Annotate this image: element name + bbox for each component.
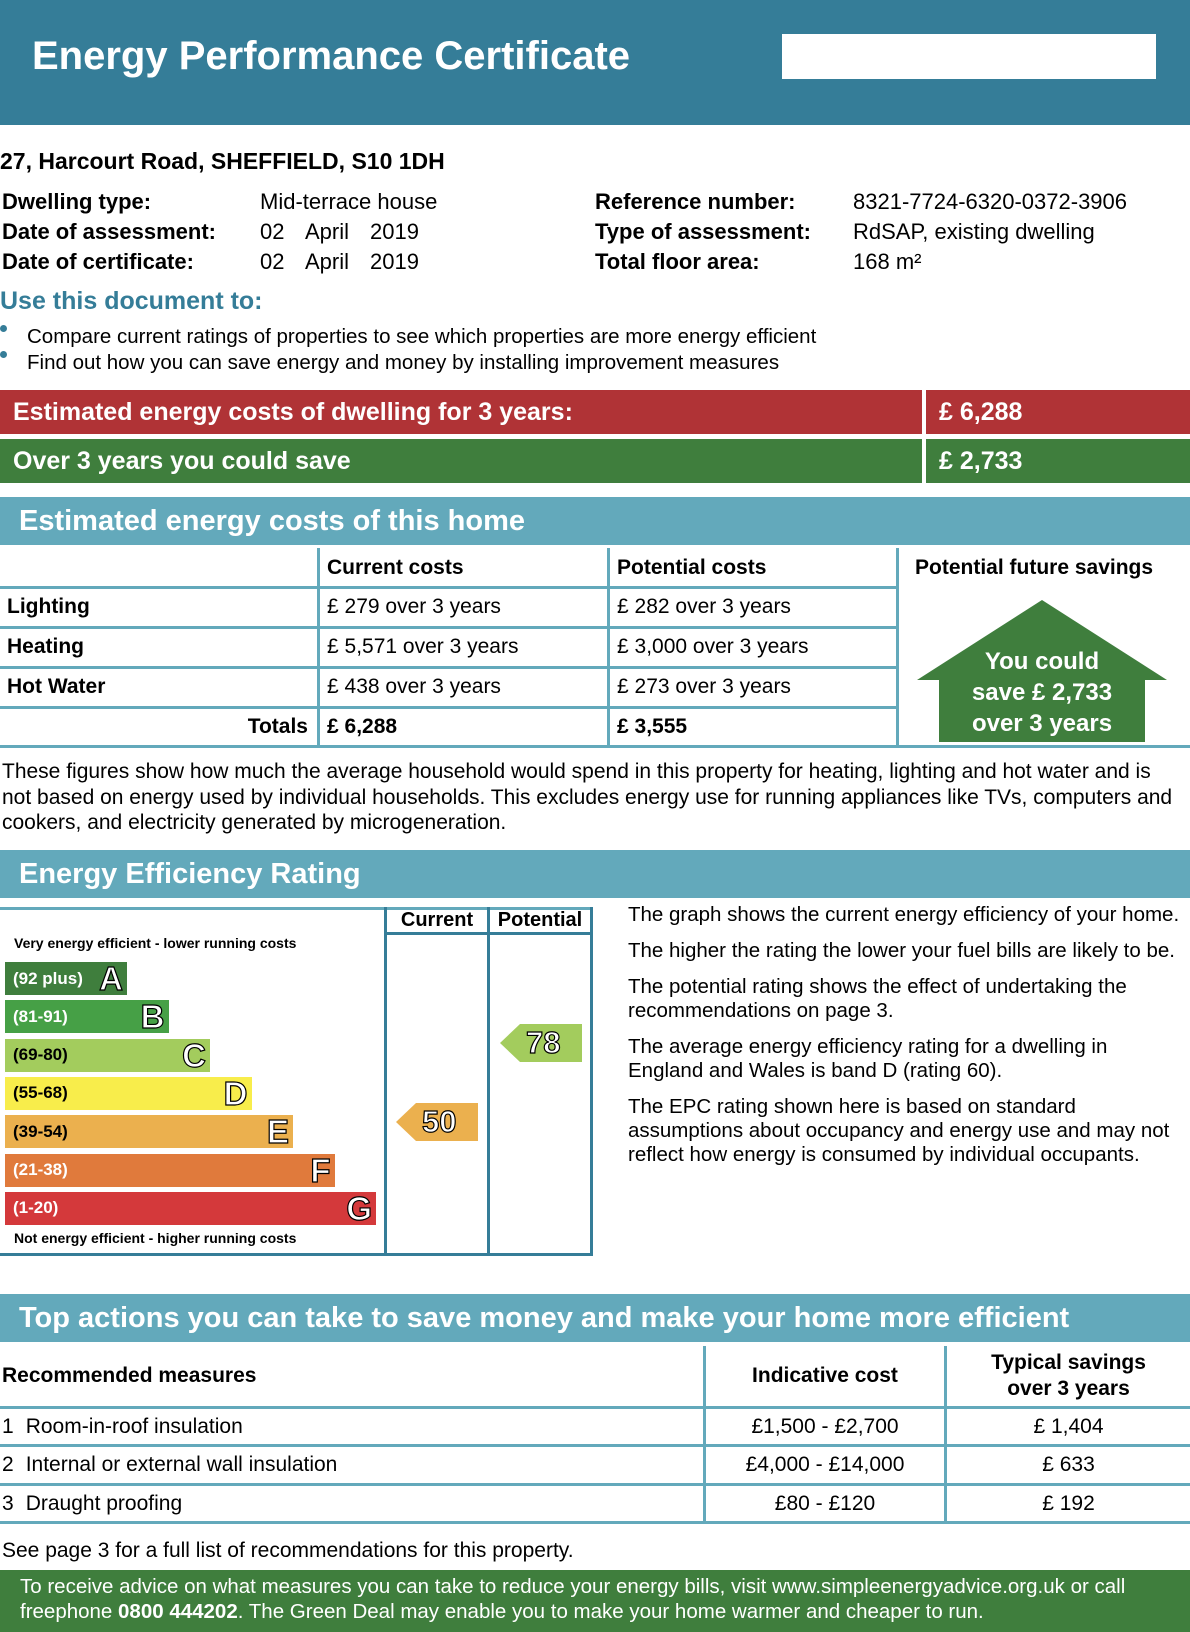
current-rating-value: 50	[422, 1104, 457, 1139]
col-potential-costs: Potential costs	[617, 556, 767, 579]
date-assessment-month: April	[305, 219, 350, 244]
header-blank-box	[782, 34, 1156, 79]
rating-col-current: Current	[400, 909, 474, 931]
date-assessment-year: 2019	[370, 219, 419, 244]
rating-band-e	[5, 1113, 293, 1151]
use-document-title: Use this document to:	[0, 287, 263, 315]
actions-grid-line	[0, 1444, 1190, 1447]
reference-label: Reference number:	[595, 189, 796, 214]
action-row-2: 2 Internal or external wall insulation	[2, 1453, 338, 1476]
band-range-label: (1-20)	[13, 1198, 59, 1218]
rating-frame-line	[384, 932, 593, 935]
rating-frame-line	[487, 907, 490, 1255]
rating-band-d	[5, 1074, 252, 1112]
rating-col-potential: Potential	[497, 909, 583, 931]
row-heating-label: Heating	[7, 635, 85, 658]
potential-rating-arrow	[500, 1024, 582, 1067]
col-indicative-cost: Indicative cost	[752, 1364, 898, 1387]
action-row-3-saving: £ 192	[1042, 1492, 1095, 1515]
estimated-cost-label: Estimated energy costs of dwelling for 3 years:	[0, 390, 922, 434]
costs-grid-line	[0, 666, 898, 669]
rating-band-a	[5, 962, 127, 995]
band-letter: A	[99, 960, 123, 997]
potential-rating-value: 78	[526, 1025, 561, 1060]
band-range-label: (21-38)	[13, 1160, 68, 1179]
row-heating-current: £ 5,571 over 3 years	[327, 635, 519, 658]
floor-area-value: 168 m²	[853, 249, 922, 274]
floor-area-label: Total floor area:	[595, 249, 760, 274]
band-range-label: (55-68)	[13, 1083, 68, 1103]
totals-current: £ 6,288	[327, 715, 398, 738]
could-save-label: Over 3 years you could save	[0, 439, 922, 483]
actions-grid-line	[0, 1521, 1190, 1524]
band-range-label: (69-80)	[13, 1045, 68, 1065]
dwelling-type-label: Dwelling type:	[2, 189, 152, 214]
costs-grid-line	[317, 548, 320, 748]
rating-text-1: The graph shows the current energy efficiency of your home.	[628, 903, 1180, 926]
costs-grid-line	[0, 706, 898, 709]
savings-house-text: You could save £ 2,733 over 3 years	[971, 648, 1113, 737]
band-range-label: (81-91)	[13, 1006, 68, 1026]
rating-frame-line	[590, 907, 593, 1255]
rating-text-3: The potential rating shows the effect of undertaking the recommendations on page 3.	[628, 975, 1127, 1022]
reference-value: 8321-7724-6320-0372-3906	[853, 189, 1128, 214]
row-lighting-current: £ 279 over 3 years	[327, 595, 501, 618]
costs-grid-line	[607, 548, 610, 748]
page-title: Energy Performance Certificate	[32, 34, 631, 78]
footer-advice: To receive advice on what measures you can take to reduce your energy bills, visit www.simpleenergyadvice.org.uk or call freephone 0800 444202. The Green Deal may enable you to make your home warmer and cheaper to run.	[0, 1570, 1190, 1632]
action-row-1: 1 Room-in-roof insulation	[2, 1415, 243, 1438]
rating-band-b	[5, 998, 169, 1036]
dwelling-type-value: Mid-terrace house	[260, 189, 438, 214]
rating-band-g	[5, 1189, 376, 1227]
rating-band-c	[5, 1036, 210, 1074]
col-current-costs: Current costs	[327, 556, 464, 579]
date-certificate-month: April	[305, 249, 350, 274]
action-row-1-saving: £ 1,404	[1033, 1415, 1104, 1438]
use-bullet-1: Compare current ratings of properties to see which properties are more energy efficient	[0, 325, 816, 349]
rating-text-4: The average energy efficiency rating for a dwelling in England and Wales is band D (rating 60).	[628, 1035, 1108, 1082]
rating-explanation	[628, 903, 1184, 1167]
rating-frame-bottom	[0, 1253, 593, 1256]
action-row-2-cost: £4,000 - £14,000	[745, 1453, 905, 1476]
rating-text-5: The EPC rating shown here is based on standard assumptions about occupancy and energy use and may not reflect how energy is consumed by individual occupants.	[628, 1095, 1170, 1166]
action-row-1-cost: £1,500 - £2,700	[751, 1415, 899, 1438]
band-letter: C	[182, 1036, 206, 1074]
property-address: 27, Harcourt Road, SHEFFIELD, S10 1DH	[0, 148, 445, 174]
row-heating-potential: £ 3,000 over 3 years	[617, 635, 809, 658]
col-recommended-measures: Recommended measures	[2, 1364, 257, 1387]
row-hot-water-potential: £ 273 over 3 years	[617, 675, 791, 698]
actions-grid-line	[0, 1483, 1190, 1486]
band-letter: E	[266, 1113, 289, 1151]
rating-text-2: The higher the rating the lower your fuel bills are likely to be.	[628, 939, 1175, 962]
band-letter: D	[223, 1074, 248, 1112]
estimated-cost-value: £ 6,288	[926, 390, 1190, 434]
band-letter: G	[346, 1189, 372, 1227]
assessment-type-value: RdSAP, existing dwelling	[853, 219, 1095, 244]
action-row-3-cost: £80 - £120	[774, 1492, 876, 1515]
freephone-number: 0800 444202	[118, 1600, 238, 1623]
action-row-3: 3 Draught proofing	[2, 1492, 183, 1515]
rating-section-header: Energy Efficiency Rating	[0, 850, 1190, 898]
bullet-dot-icon	[0, 325, 7, 332]
actions-section-header: Top actions you can take to save money and make your home more efficient	[0, 1294, 1190, 1342]
rating-frame-line	[384, 907, 387, 1255]
band-range-label: (39-54)	[13, 1121, 68, 1141]
row-hot-water-current: £ 438 over 3 years	[327, 675, 501, 698]
action-row-2-saving: £ 633	[1042, 1453, 1095, 1476]
band-letter: B	[140, 998, 165, 1036]
col-typical-savings: Typical savings over 3 years	[991, 1351, 1146, 1400]
actions-grid-line	[0, 1406, 1190, 1409]
current-rating-arrow	[396, 1103, 478, 1146]
costs-grid-line	[896, 548, 899, 748]
rating-band-f	[5, 1151, 335, 1189]
rating-bottom-note: Not energy efficient - higher running costs	[14, 1230, 297, 1246]
costs-grid-line	[0, 586, 898, 589]
use-bullet-2: Find out how you can save energy and money by installing improvement measures	[0, 351, 779, 375]
row-lighting-potential: £ 282 over 3 years	[617, 595, 791, 618]
band-range-label: (92 plus)	[13, 968, 83, 988]
bullet-dot-icon	[0, 351, 7, 358]
assessment-type-label: Type of assessment:	[595, 219, 812, 244]
col-potential-savings: Potential future savings	[915, 556, 1154, 579]
date-certificate-day: 02	[260, 249, 285, 274]
date-assessment-day: 02	[260, 219, 285, 244]
row-lighting-label: Lighting	[7, 595, 90, 618]
actions-note: See page 3 for a full list of recommendations for this property.	[2, 1539, 574, 1562]
totals-label: Totals	[247, 715, 308, 738]
costs-grid-line	[0, 626, 898, 629]
costs-grid-line	[0, 745, 1190, 748]
could-save-value: £ 2,733	[926, 439, 1190, 483]
date-certificate-year: 2019	[370, 249, 419, 274]
costs-section-header: Estimated energy costs of this home	[0, 497, 1190, 545]
row-hot-water-label: Hot Water	[7, 675, 106, 698]
costs-explanation: These figures show how much the average household would spend in this property for heating, lighting and hot water and is not based on energy used by individual households. This excludes energy use for running appliances like TVs, computers and cookers, and electricity generated by microgeneration.	[2, 760, 1173, 834]
totals-potential: £ 3,555	[617, 715, 688, 738]
band-letter: F	[310, 1151, 331, 1189]
rating-top-note: Very energy efficient - lower running costs	[14, 935, 297, 951]
date-certificate-label: Date of certificate:	[2, 249, 194, 274]
date-assessment-label: Date of assessment:	[2, 219, 216, 244]
